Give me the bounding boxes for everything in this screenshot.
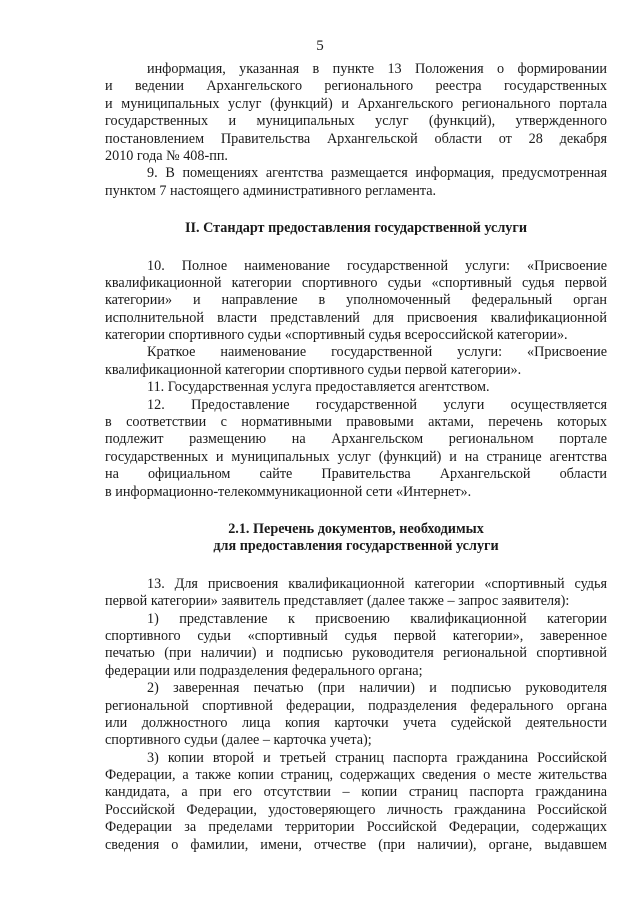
text-line: 10. Полное наименование государственной услуги: «Присвоение	[147, 257, 607, 274]
text-line: печатью (при наличии) и подписью руководителя региональной спортивной	[105, 645, 607, 662]
text-line: 2) заверенная печатью (при наличии) и подписью руководителя	[147, 680, 607, 697]
text-line: на официальном сайте Правительства Архангельской области	[105, 466, 607, 483]
text-line: постановлением Правительства Архангельской области от 28 декабря	[105, 130, 607, 147]
paragraph-12	[105, 397, 607, 501]
text-line: или должностного лица копия карточки учета судейской деятельности	[105, 714, 607, 731]
page-number: 5	[316, 38, 324, 54]
text-line: 13. Для присвоения квалификационной категории «спортивный судья	[147, 575, 607, 592]
section-heading: II. Стандарт предоставления государственной услуги	[184, 220, 528, 237]
paragraph-11	[105, 379, 607, 396]
text-line: 2010 года № 408-пп.	[105, 147, 228, 164]
text-line: кандидата, а при его отсутствии – копии страниц паспорта гражданина	[105, 784, 607, 801]
text-line: 9. В помещениях агентства размещается информация, предусмотренная	[147, 165, 607, 182]
text-line: подлежит размещению на Архангельском региональном портале	[105, 431, 607, 448]
text-line: спортивного судьи «спортивный судья первой категории», заверенное	[105, 627, 607, 644]
text-line: региональной спортивной федерации, подразделения федерального органа	[105, 697, 607, 714]
text-line: Федерации, а также копии страниц, содержащих сведения о месте жительства	[105, 767, 607, 784]
text-line: и муниципальных услуг (функций) и Архангельского регионального портала	[105, 95, 607, 112]
text-line: сведения о фамилии, имени, отчестве (при наличии), органе, выдавшем	[105, 836, 607, 853]
list-item-3	[105, 750, 607, 854]
list-item-2	[105, 680, 607, 750]
text-line: государственных и муниципальных услуг (функций), утвержденного	[105, 113, 607, 130]
list-item-1	[105, 611, 607, 681]
text-line: Российской Федерации, удостоверяющего личность гражданина Российской	[105, 801, 607, 818]
subsection-heading-line: 2.1. Перечень документов, необходимых	[228, 520, 484, 537]
text-line: Федерации за пределами территории Российской Федерации, содержащих	[105, 819, 607, 836]
text-line: государственных и муниципальных услуг (функций) и на странице агентства	[105, 448, 607, 465]
text-line: квалификационной категории спортивного судьи «спортивный судья первой	[105, 274, 607, 291]
subsection-heading-line: для предоставления государственной услуги	[213, 538, 499, 555]
paragraph-9	[105, 165, 607, 200]
text-line: Краткое наименование государственной услуги: «Присвоение	[147, 344, 607, 361]
text-line: и ведении Архангельского регионального реестра государственных	[105, 78, 607, 95]
text-line: информация, указанная в пункте 13 Положения о формировании	[147, 61, 607, 77]
text-line: исполнительной власти представлений для присвоения квалификационной	[105, 309, 607, 326]
text-line: 1) представление к присвоению квалификационной категории	[147, 610, 607, 627]
paragraph-10	[105, 258, 607, 345]
text-line: первой категории» заявитель представляет (далее также – запрос заявителя):	[105, 593, 570, 610]
text-line: федерации или подразделения федерального органа;	[105, 662, 423, 679]
paragraph-short-name	[105, 344, 607, 379]
text-line: квалификационной категории спортивного судьи первой категории».	[105, 361, 522, 378]
text-line: категории спортивного судьи «спортивный судья всероссийской категории».	[105, 327, 568, 344]
text-line: 12. Предоставление государственной услуги осуществляется	[147, 396, 607, 413]
document-body	[105, 61, 607, 854]
text-line: в информационно-телекоммуникационной сети «Интернет».	[105, 483, 472, 500]
text-line: 3) копии второй и третьей страниц паспорта гражданина Российской	[147, 749, 607, 766]
paragraph-13	[105, 576, 607, 611]
text-line: спортивного судьи (далее – карточка учета);	[105, 732, 372, 749]
text-line: категории» и направление в уполномоченный федеральный орган	[105, 292, 607, 309]
text-line: пунктом 7 настоящего административного регламента.	[105, 182, 437, 199]
text-line: 11. Государственная услуга предоставляется агентством.	[147, 379, 490, 396]
text-line: в соответствии с нормативными правовыми актами, перечень которых	[105, 414, 607, 431]
paragraph-info	[105, 61, 607, 165]
